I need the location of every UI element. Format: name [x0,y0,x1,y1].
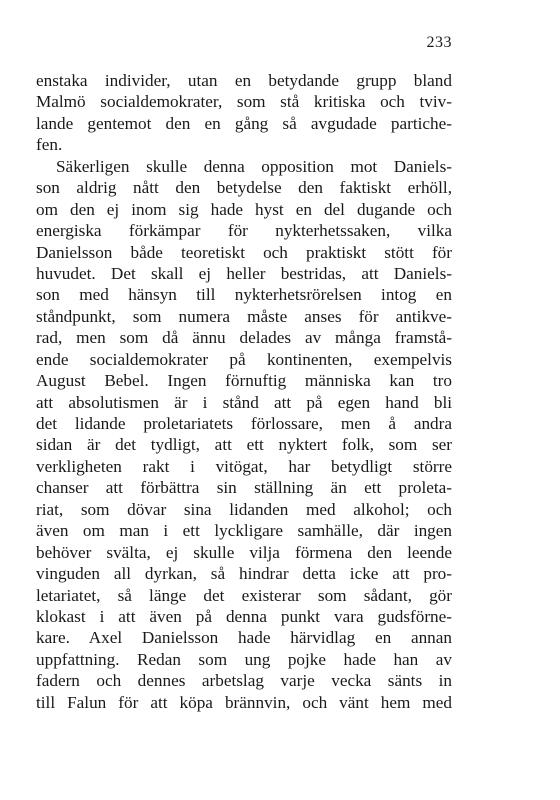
paragraph [36,156,452,713]
text-line: även om man i ett lyckligare samhälle, där ingen [36,521,452,541]
text-line: det lidande proletariatets förlossare, men å andra [36,414,452,433]
text-line: om den ej inom sig hade hyst en del dugande och [36,199,452,219]
text-line: att absolutismen är i stånd att på egen hand bli [36,392,452,412]
text-line: August Bebel. Ingen förnuftig människa kan tro [36,371,452,391]
text-line: verkligheten rakt i vitögat, har betydligt större [36,456,452,476]
paragraph [36,70,452,156]
text-line: till Falun för att köpa brännvin, och vänt hem med [36,692,452,712]
text-line: son aldrig nått den betydelse den faktiskt erhöll, [36,178,452,198]
text-line: ende socialdemokrater på kontinenten, exempelvis [36,349,452,369]
text-line: lande gentemot den en gång så avgudade partiche- [36,113,452,133]
text-line: Säkerligen skulle denna opposition mot Daniels- [56,156,452,176]
text-line: ståndpunkt, som numera måste anses för antikve- [36,306,452,326]
text-line: Danielsson både teoretiskt och praktiskt stött för [36,242,452,262]
body-text [36,70,452,713]
text-line: kare. Axel Danielsson hade härvidlag en annan [36,628,452,648]
text-line: enstaka individer, utan en betydande grupp bland [36,71,452,90]
text-line: uppfattning. Redan som ung pojke hade han av [36,649,452,669]
text-line: energiska förkämpar för nykterhetssaken, vilka [36,221,452,241]
text-line: rad, men som då ännu delades av många framstå- [36,328,452,348]
text-line: riat, som dövar sina lidanden med alkohol; och [36,499,452,519]
text-line: sidan är det tydligt, att ett nyktert folk, som ser [36,435,452,455]
text-line: letariatet, så länge det existerar som sådant, gör [36,585,452,605]
text-line: Malmö socialdemokrater, som stå kritiska och tviv- [36,92,452,112]
text-line: huvudet. Det skall ej heller bestridas, att Daniels- [36,263,452,283]
text-line: fadern och dennes arbetslag varje vecka sänts in [36,671,452,691]
text-line: fen. [36,135,63,155]
text-line: vinguden all dyrkan, så hindrar detta icke att pro- [36,564,452,584]
text-line: son med hänsyn till nykterhetsrörelsen intog en [36,285,452,305]
text-line: chanser att förbättra sin ställning än ett proleta- [36,478,452,498]
page-number: 233 [426,34,452,51]
text-line: behöver svälta, ej skulle vilja förmena den leende [36,542,452,562]
text-line: klokast i att även på denna punkt vara gudsförne- [36,606,452,626]
